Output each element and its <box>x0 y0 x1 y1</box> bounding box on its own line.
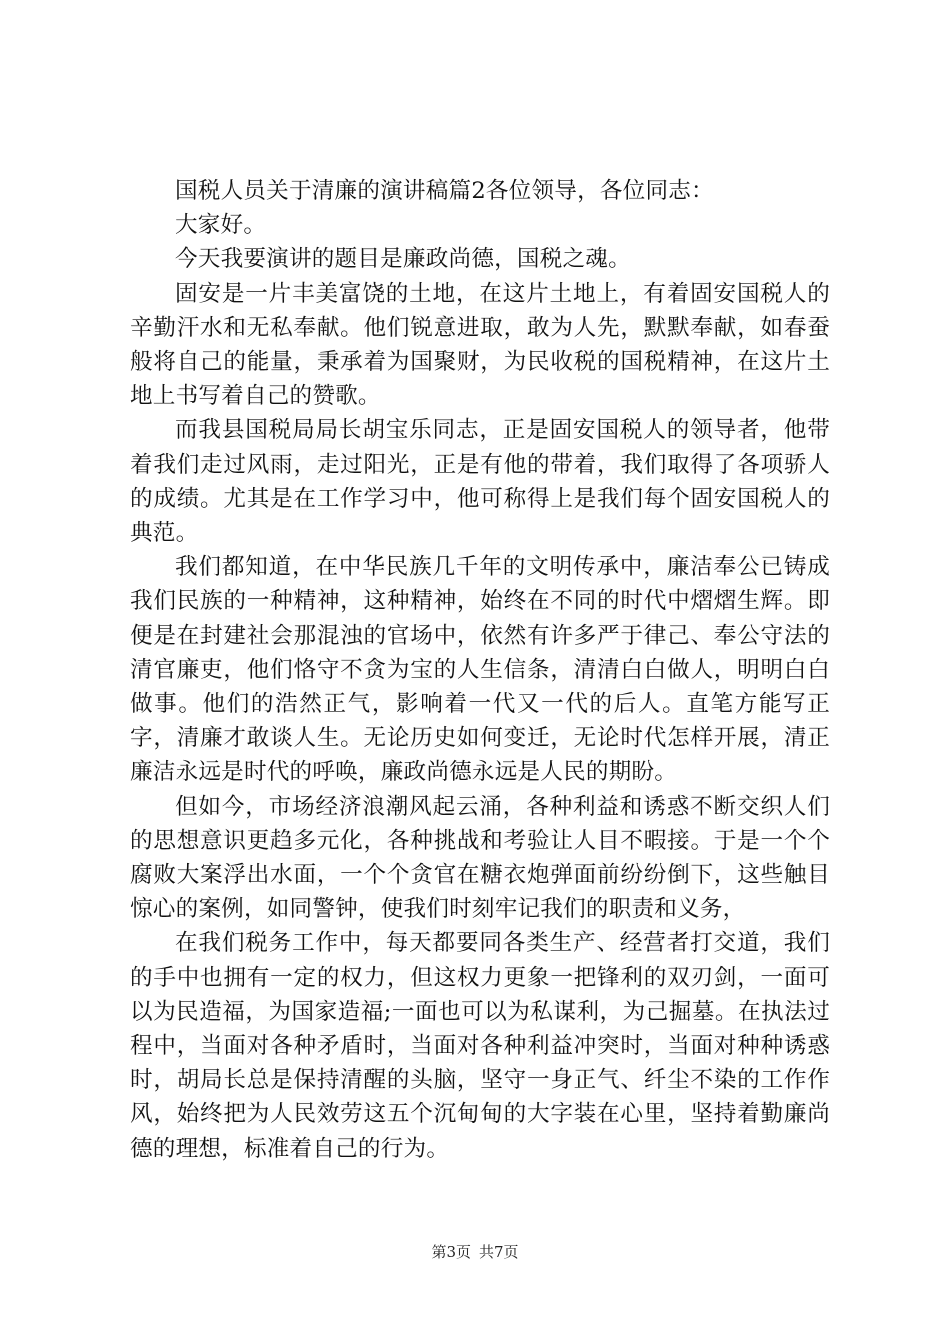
paragraph-greeting: 大家好。 <box>175 212 267 239</box>
paragraph-title-greeting: 国税人员关于清廉的演讲稿篇2各位领导，各位同志： <box>175 178 714 204</box>
page-footer <box>0 1242 950 1262</box>
paragraph-guan-land: 固安是一片丰美富饶的土地，在这片土地上，有着固安国税人的辛勤汗水和无私奉献。他们锐意进取，敢为人先，默默奉献，如春蚕般将自己的能量，秉承着为国聚财，为民收税的国税精神，在这片土地上书写着自己的赞歌。 <box>130 280 830 410</box>
paragraph-topic: 今天我要演讲的题目是廉政尚德，国税之魂。 <box>175 246 631 273</box>
page-number-total: 共7页 <box>479 1243 519 1261</box>
paragraph-tax-work: 在我们税务工作中，每天都要同各类生产、经营者打交道，我们的手中也拥有一定的权力，但这权力更象一把锋利的双刃剑，一面可以为民造福，为国家造福;一面也可以为私谋利，为己掘墓。在执法过程中，当面对各种矛盾时，当面对各种利益冲突时，当面对种种诱惑时，胡局长总是保持清醒的头脑，坚守一身正气、纤尘不染的工作作风，始终把为人民效劳这五个沉甸甸的大字装在心里，坚持着勤廉尚德的理想，标准着自己的行为。 <box>130 930 830 1162</box>
document-body <box>130 174 830 1166</box>
paragraph-director: 而我县国税局局长胡宝乐同志，正是固安国税人的领导者，他带着我们走过风雨，走过阳光，正是有他的带着，我们取得了各项骄人的成绩。尤其是在工作学习中，他可称得上是我们每个固安国税人的典范。 <box>130 417 830 547</box>
paragraph-tradition: 我们都知道，在中华民族几千年的文明传承中，廉洁奉公已铸成我们民族的一种精神，这种精神，始终在不同的时代中熠熠生辉。即便是在封建社会那混浊的官场中，依然有许多严于律己、奉公守法的清官廉吏，他们恪守不贪为宝的人生信条，清清白白做人，明明白白做事。他们的浩然正气，影响着一代又一代的后人。直笔方能写正字，清廉才敢谈人生。无论历史如何变迁，无论时代怎样开展，清正廉洁永远是时代的呼唤，廉政尚德永远是人民的期盼。 <box>130 554 830 786</box>
page-number-current: 第3页 <box>431 1243 471 1261</box>
paragraph-market-economy: 但如今，市场经济浪潮风起云涌，各种利益和诱惑不断交织人们的思想意识更趋多元化，各种挑战和考验让人目不暇接。于是一个个腐败大案浮出水面，一个个贪官在糖衣炮弹面前纷纷倒下，这些触目惊心的案例，如同警钟，使我们时刻牢记我们的职责和义务， <box>130 793 830 923</box>
